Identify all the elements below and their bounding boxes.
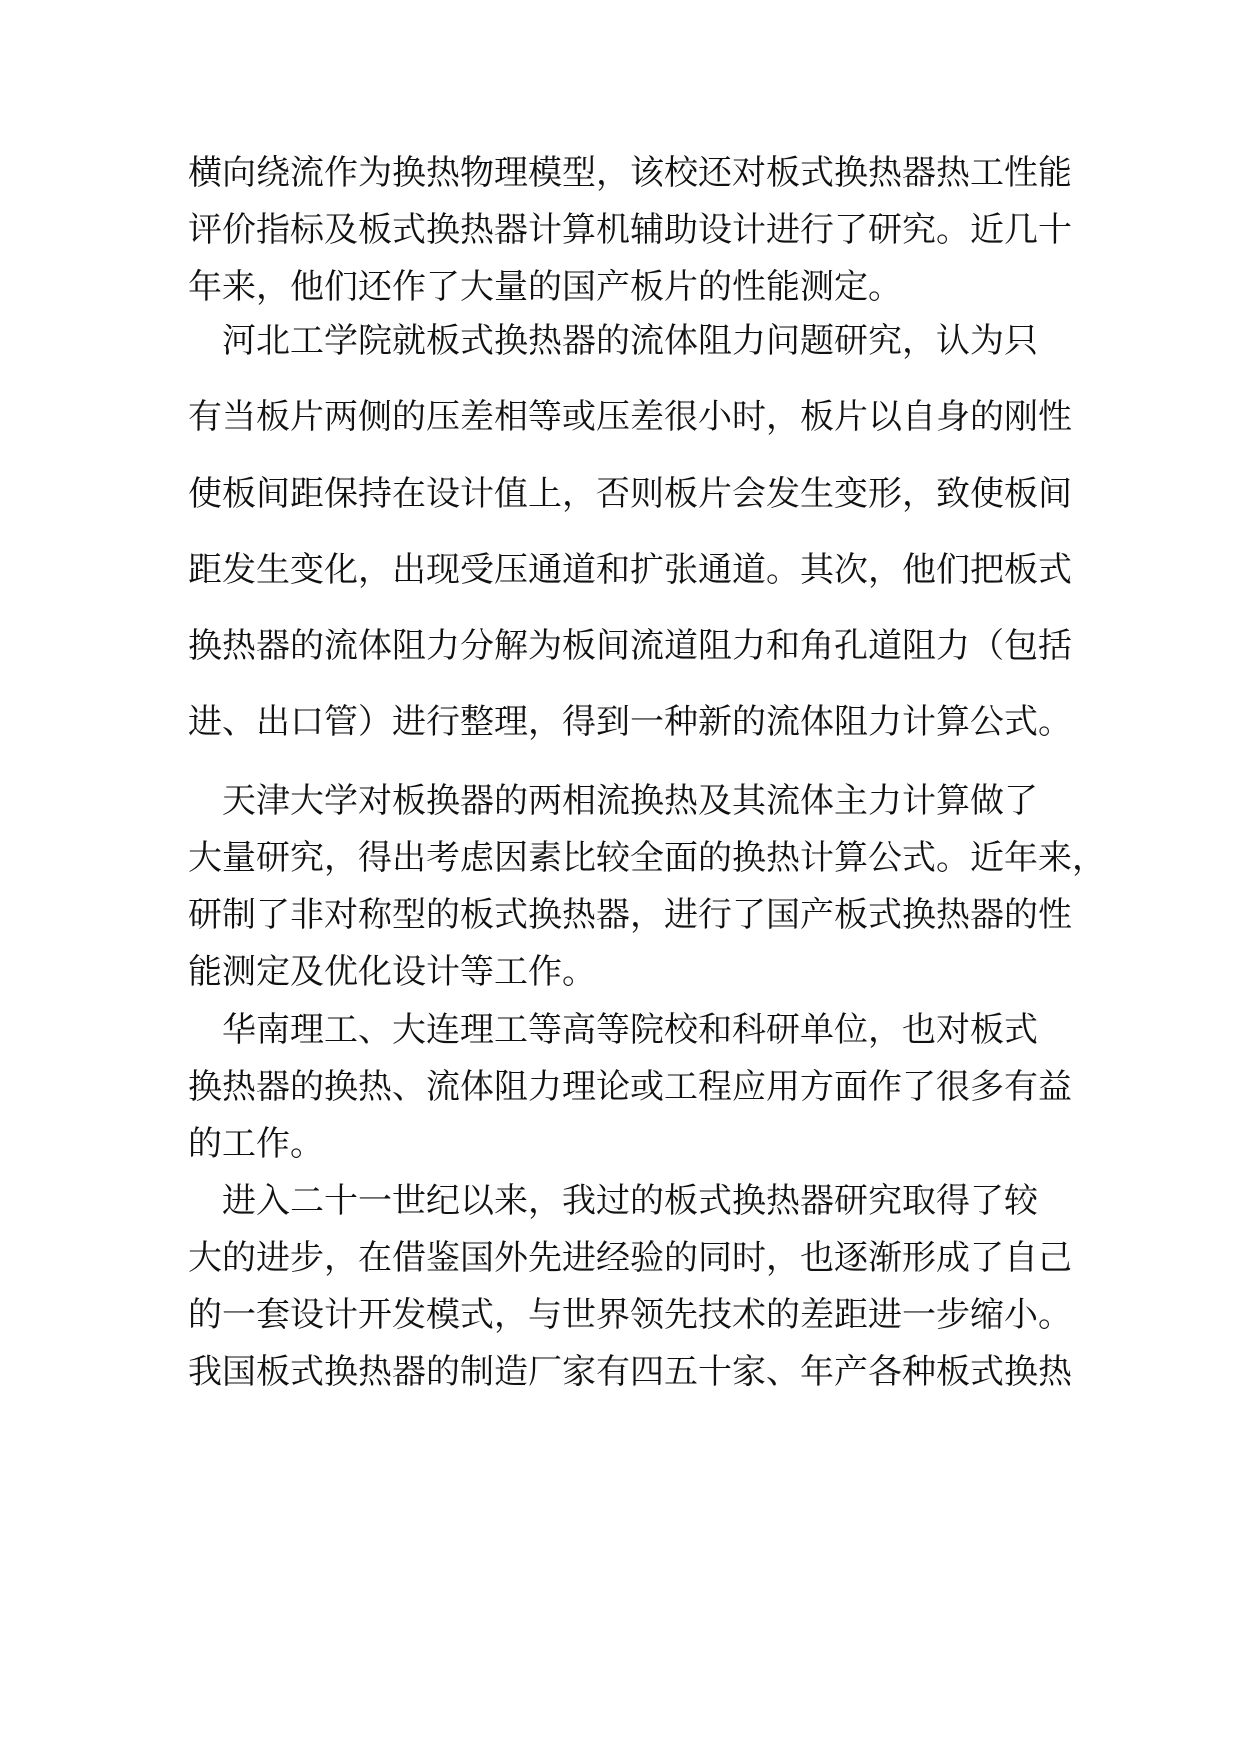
text-line: 使板间距保持在设计值上，否则板片会发生变形，致使板间 <box>188 474 1072 514</box>
text-line: 的一套设计开发模式，与世界领先技术的差距进一步缩小。 <box>188 1295 1072 1335</box>
text-line: 年来，他们还作了大量的国产板片的性能测定。 <box>188 267 902 307</box>
text-line: 换热器的流体阻力分解为板间流道阻力和角孔道阻力（包括 <box>188 626 1072 666</box>
text-line: 有当板片两侧的压差相等或压差很小时，板片以自身的刚性 <box>188 397 1072 437</box>
text-line: 我国板式换热器的制造厂家有四五十家、年产各种板式换热 <box>188 1352 1072 1392</box>
text-line: 换热器的换热、流体阻力理论或工程应用方面作了很多有益 <box>188 1067 1072 1107</box>
text-line: 华南理工、大连理工等高等院校和科研单位，也对板式 <box>188 1010 1038 1050</box>
text-line: 评价指标及板式换热器计算机辅助设计进行了研究。近几十 <box>188 210 1072 250</box>
text-line: 大量研究，得出考虑因素比较全面的换热计算公式。近年来， <box>188 838 1106 878</box>
text-line: 研制了非对称型的板式换热器，进行了国产板式换热器的性 <box>188 895 1072 935</box>
text-line: 河北工学院就板式换热器的流体阻力问题研究，认为只 <box>188 321 1038 361</box>
text-line: 进入二十一世纪以来，我过的板式换热器研究取得了较 <box>188 1181 1038 1221</box>
text-line: 进、出口管）进行整理，得到一种新的流体阻力计算公式。 <box>188 702 1072 742</box>
text-line: 大的进步，在借鉴国外先进经验的同时，也逐渐形成了自己 <box>188 1238 1072 1278</box>
text-line: 距发生变化，出现受压通道和扩张通道。其次，他们把板式 <box>188 550 1072 590</box>
text-line: 能测定及优化设计等工作。 <box>188 952 596 992</box>
text-line: 的工作。 <box>188 1124 324 1164</box>
text-line: 天津大学对板换器的两相流换热及其流体主力计算做了 <box>188 781 1038 821</box>
text-line: 横向绕流作为换热物理模型，该校还对板式换热器热工性能 <box>188 153 1072 193</box>
